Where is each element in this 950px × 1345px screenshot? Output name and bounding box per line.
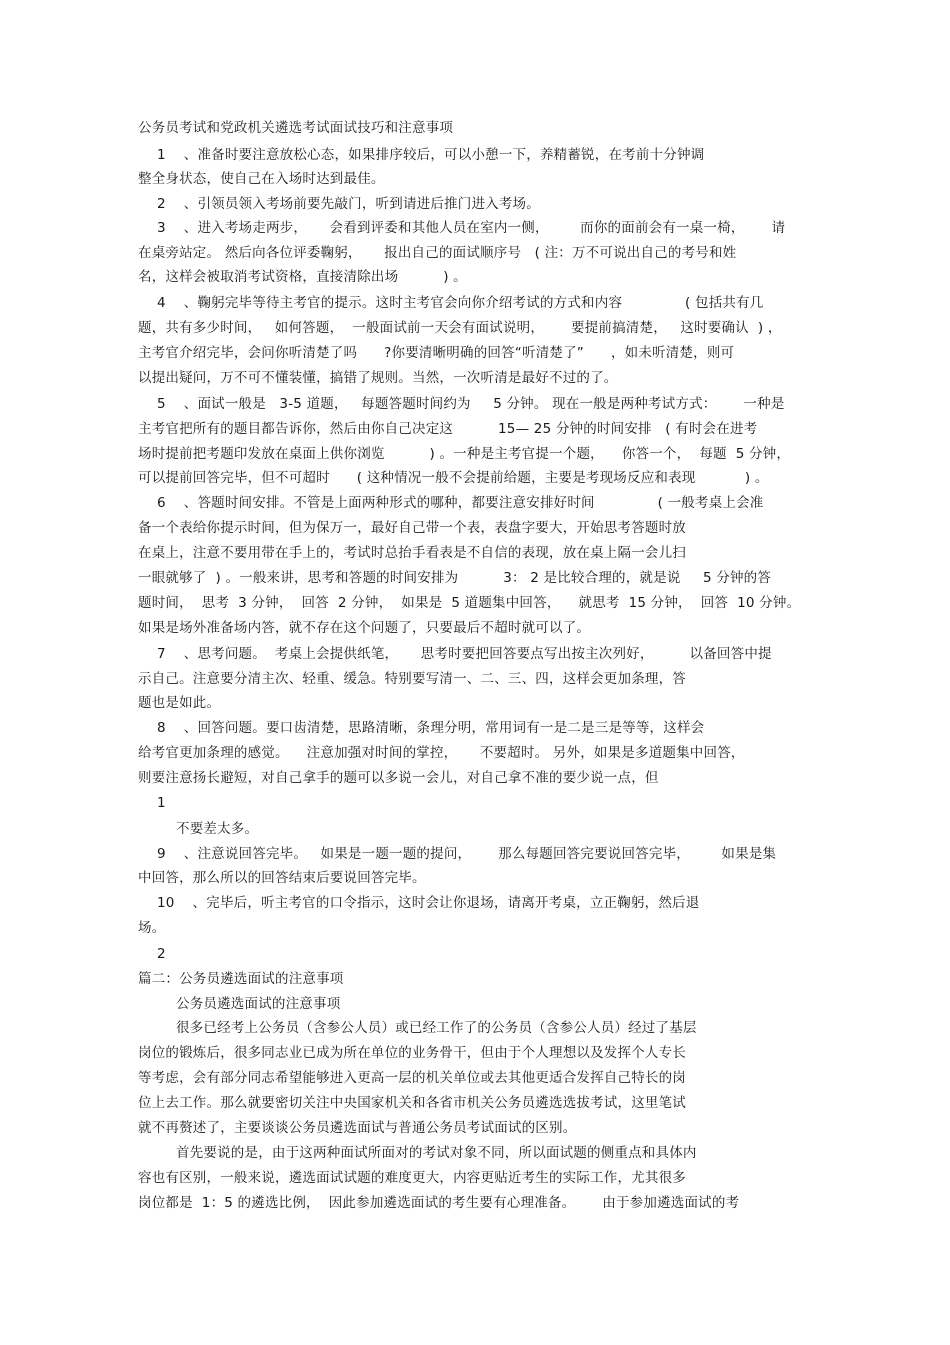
text-line: 主考官介绍完毕，会问你听清楚了吗 ?你要清晰明确的回答“听清楚了” ，如未听清楚，则可	[138, 345, 735, 361]
section-subheading: 公务员遴选面试的注意事项	[176, 996, 341, 1012]
text-line: 6 、答题时间安排。不管是上面两种形式的哪种，都要注意安排好时间 ( 一般考桌上会准	[157, 495, 764, 511]
text-line: 5 、面试一般是 3-5 道题， 每题答题时间约为 5 分钟。 现在一般是两种考试方式： 一种是	[157, 396, 785, 412]
text-line: 9 、注意说回答完毕。 如果是一题一题的提问， 那么每题回答完要说回答完毕， 如果是集	[157, 846, 777, 862]
text-line: 给考官更加条理的感觉。 注意加强对时间的掌控， 不要超时。 另外，如果是多道题集中回答，	[138, 745, 745, 761]
text-line: 岗位的锻炼后，很多同志业已成为所在单位的业务骨干，但由于个人理想以及发挥个人专长	[138, 1045, 686, 1061]
text-line: 题，共有多少时间， 如何答题， 一般面试前一天会有面试说明， 要提前搞清楚， 这时要确认 ) ，	[138, 320, 782, 336]
text-line: 3 、进入考场走两步， 会看到评委和其他人员在室内一侧， 而你的面前会有一桌一椅， 请	[157, 220, 786, 236]
text-line: 中回答，那么所以的回答结束后要说回答完毕。	[138, 870, 426, 886]
text-line: 在桌上，注意不要用带在手上的，考试时总抬手看表是不自信的表现，放在桌上隔一会儿扫	[138, 545, 686, 561]
text-line: 首先要说的是，由于这两种面试所面对的考试对象不同，所以面试题的侧重点和具体内	[176, 1145, 697, 1161]
document-title: 公务员考试和党政机关遴选考试面试技巧和注意事项	[138, 120, 454, 136]
text-line: 如果是场外准备场内答，就不存在这个问题了，只要最后不超时就可以了。	[138, 620, 591, 636]
text-line: 在桌旁站定。 然后向各位评委鞠躬， 报出自己的面试顺序号 ( 注：万不可说出自己的考号和姓	[138, 245, 737, 261]
section-heading: 篇二：公务员遴选面试的注意事项	[138, 971, 344, 987]
text-line: 以提出疑问，万不可不懂装懂，搞错了规则。当然，一次听清是最好不过的了。	[138, 370, 618, 386]
text-line: 则要注意扬长避短，对自己拿手的题可以多说一会儿，对自己拿不准的要少说一点，但	[138, 770, 659, 786]
text-line: 示自己。注意要分清主次、轻重、缓急。特别要写清一、二、三、四，这样会更加条理，答	[138, 671, 686, 687]
text-line: 等考虑，会有部分同志希望能够进入更高一层的机关单位或去其他更适合发挥自己特长的岗	[138, 1070, 686, 1086]
text-line: 岗位都是 1：5 的遴选比例， 因此参加遴选面试的考生要有心理准备。 由于参加遴选面试的考	[138, 1195, 740, 1211]
text-line: 4 、鞠躬完毕等待主考官的提示。这时主考官会向你介绍考试的方式和内容 ( 包括共有几	[157, 295, 764, 311]
text-line: 2 、引领员领入考场前要先敲门，听到请进后推门进入考场。	[157, 196, 540, 212]
text-line: 主考官把所有的题目都告诉你，然后由你自己决定这 15— 25 分钟的时间安排 ( 有时会在进考	[138, 421, 758, 437]
text-line: 题也是如此。	[138, 695, 221, 711]
text-line: 场时提前把考题印发放在桌面上供你浏览 ) 。一种是主考官提一个题， 你答一个， 每题 5 分钟，	[138, 446, 791, 462]
page-number: 1	[157, 795, 166, 811]
text-line: 整全身状态，使自己在入场时达到最佳。	[138, 171, 385, 187]
text-line: 可以提前回答完毕，但不可超时 ( 这种情况一般不会提前给题，主要是考现场反应和表现 ) 。	[138, 470, 769, 486]
text-line: 很多已经考上公务员（含参公人员）或已经工作了的公务员（含参公人员）经过了基层	[176, 1020, 697, 1036]
text-line: 题时间， 思考 3 分钟， 回答 2 分钟， 如果是 5 道题集中回答， 就思考 15 分钟， 回答 10 分钟。	[138, 595, 801, 611]
text-line: 7 、思考问题。 考桌上会提供纸笔， 思考时要把回答要点写出按主次列好， 以备回答中提	[157, 646, 772, 662]
text-line: 不要差太多。	[176, 821, 259, 837]
text-line: 容也有区别，一般来说，遴选面试试题的难度更大，内容更贴近考生的实际工作，尤其很多	[138, 1170, 686, 1186]
text-line: 名，这样会被取消考试资格，直接清除出场 ) 。	[138, 269, 467, 285]
text-line: 备一个表给你提示时间，但为保万一，最好自己带一个表，表盘字要大，开始思考答题时放	[138, 520, 686, 536]
text-line: 1 、准备时要注意放松心态，如果排序较后，可以小憩一下，养精蓄锐，在考前十分钟调	[157, 147, 705, 163]
page-number: 2	[157, 946, 166, 962]
text-line: 就不再赘述了，主要谈谈公务员遴选面试与普通公务员考试面试的区别。	[138, 1120, 577, 1136]
text-line: 10 、完毕后，听主考官的口令指示，这时会让你退场，请离开考桌，立正鞠躬，然后退	[157, 895, 700, 911]
text-line: 场。	[138, 920, 166, 936]
text-line: 8 、回答问题。要口齿清楚，思路清晰，条理分明，常用词有一是二是三是等等，这样会	[157, 720, 705, 736]
text-line: 一眼就够了 ) 。一般来讲，思考和答题的时间安排为 3： 2 是比较合理的，就是说 5 分钟的答	[138, 570, 772, 586]
text-line: 位上去工作。那么就要密切关注中央国家机关和各省市机关公务员遴选选拔考试，这里笔试	[138, 1095, 686, 1111]
